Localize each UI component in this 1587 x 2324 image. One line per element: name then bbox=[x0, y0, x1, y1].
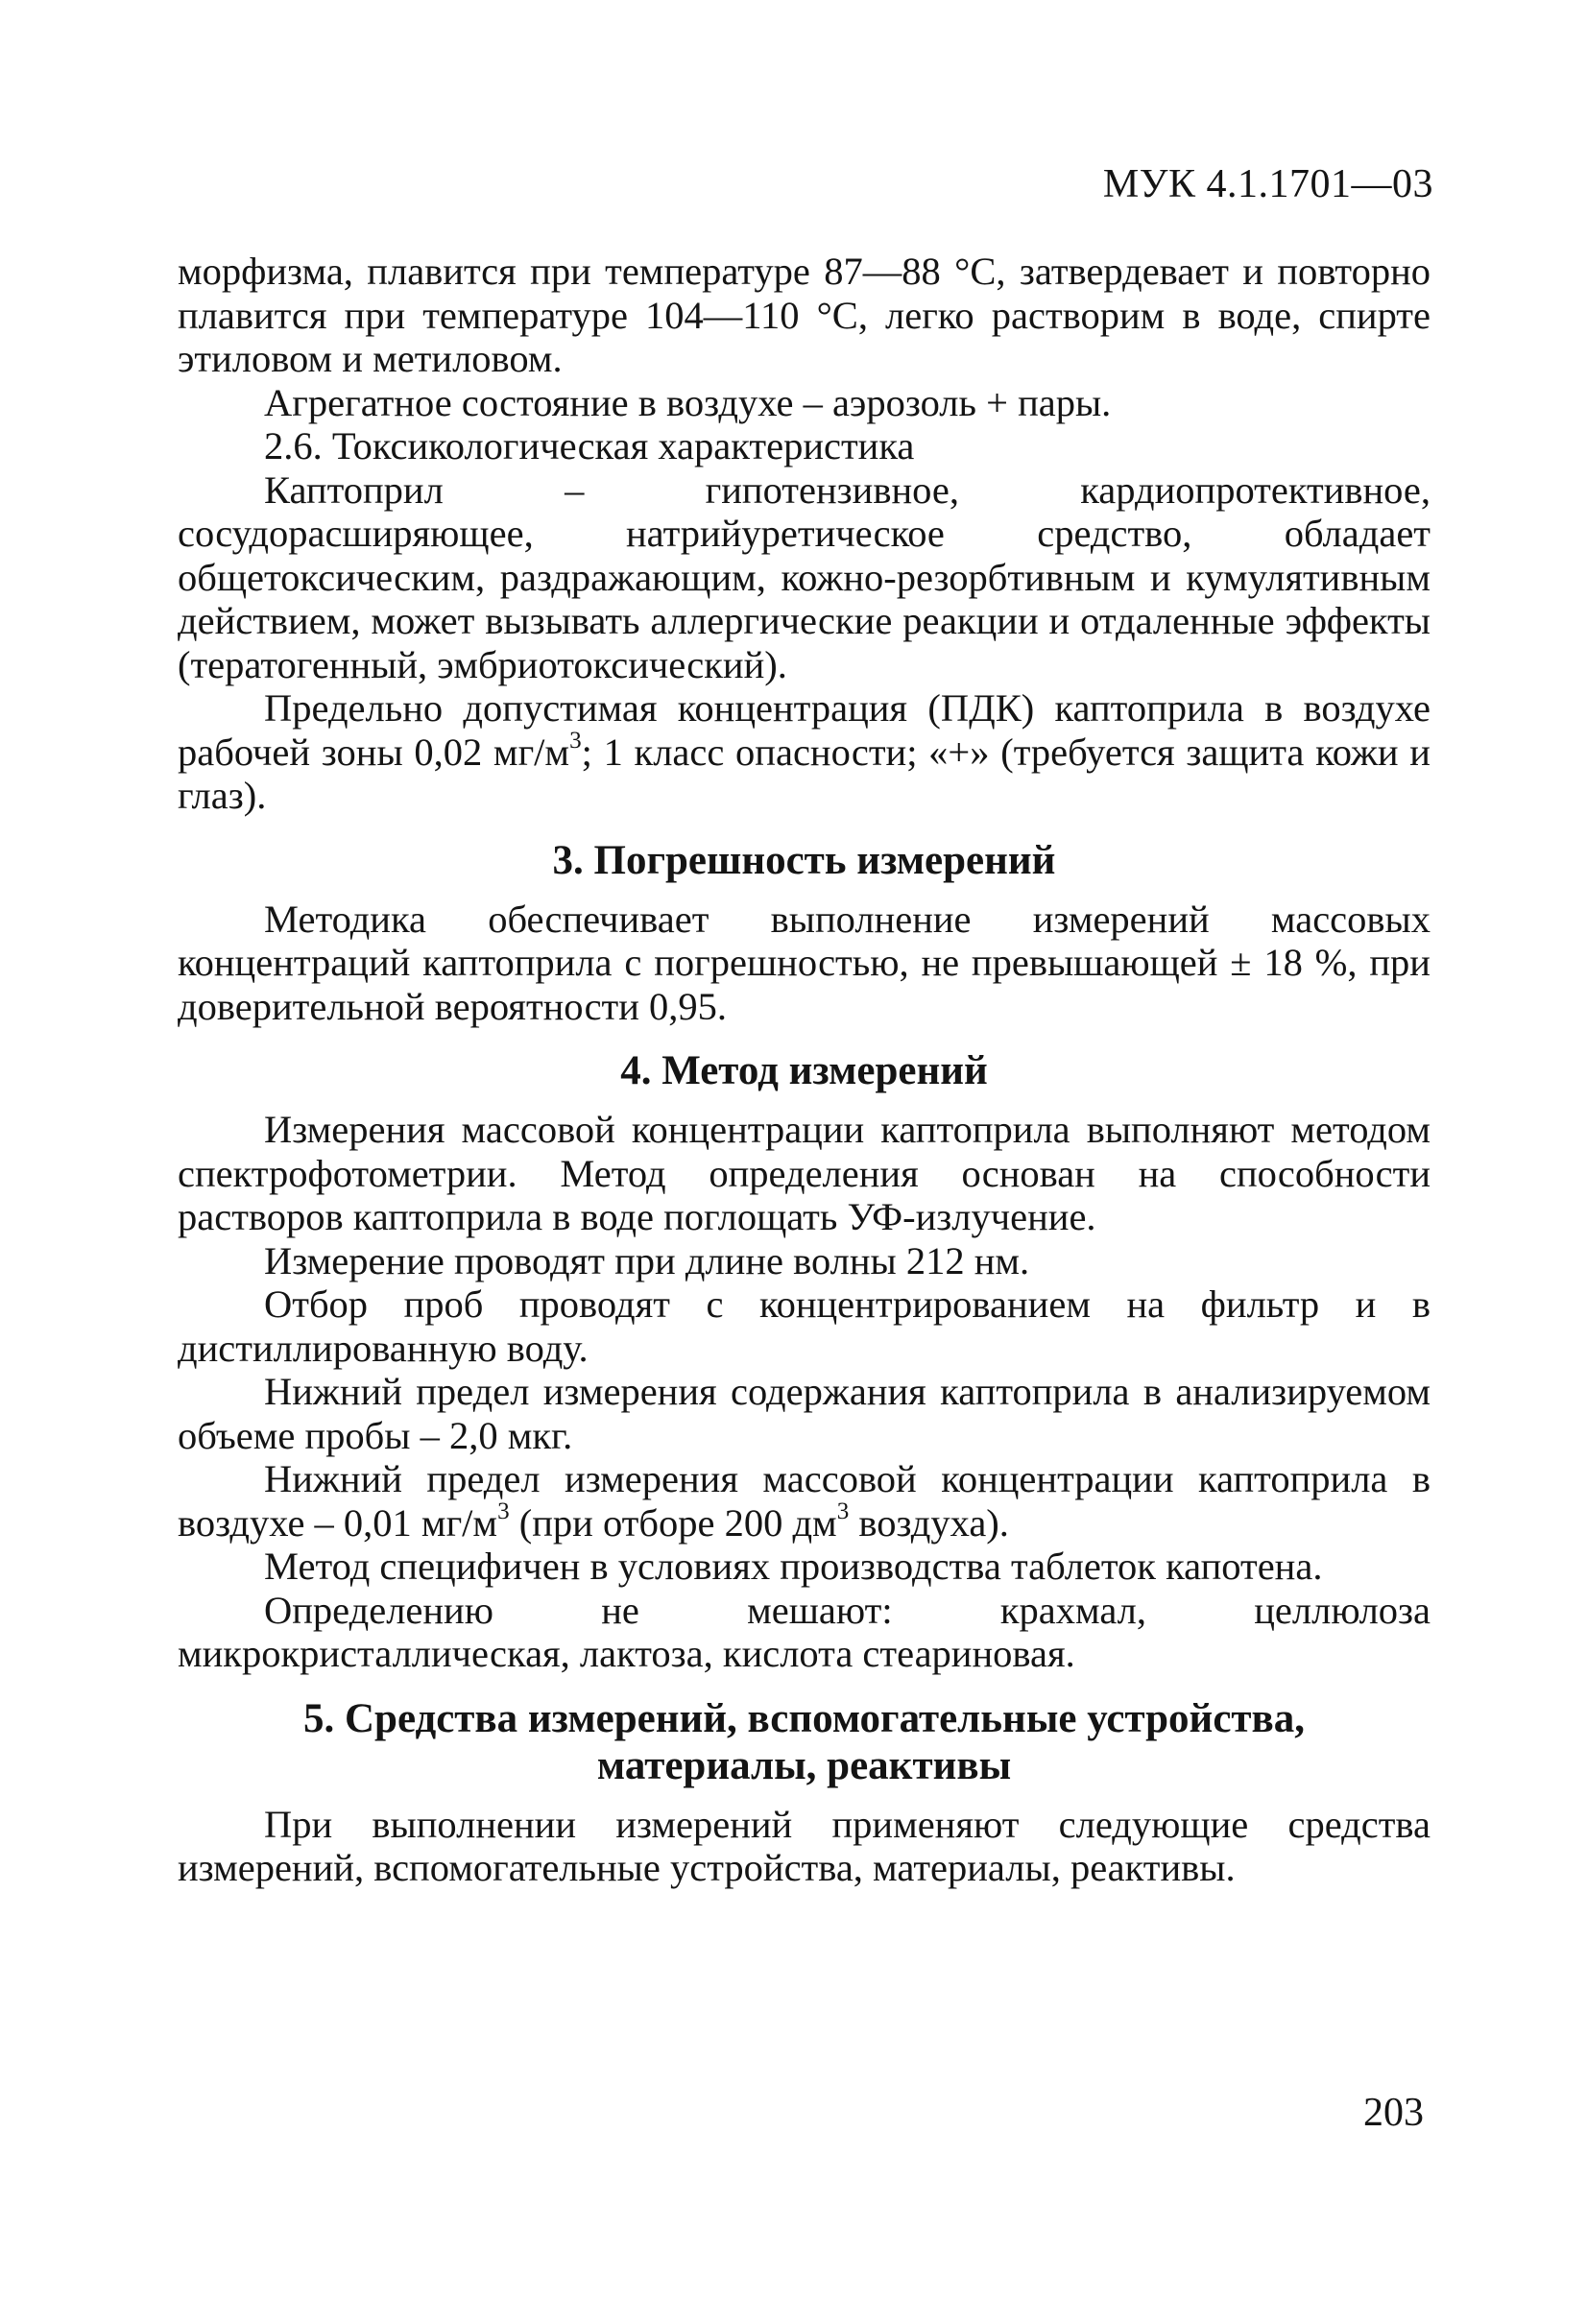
paragraph-lower-limit-concentration bbox=[178, 1457, 1431, 1545]
paragraph-instruments-intro: При выполнении измерений применяют следующие средства измерений, вспомогательные устройства, материалы, реактивы. bbox=[178, 1802, 1431, 1889]
heading-line-2: материалы, реактивы bbox=[596, 1742, 1012, 1788]
subsection-heading-toxicology: 2.6. Токсикологическая характеристика bbox=[264, 424, 915, 467]
mac-text-a: Предельно допустимая концентрация (ПДК) каптоприла в воздухе рабочей зоны 0,02 мг/м bbox=[178, 686, 1431, 774]
paragraph-specificity: Метод специфичен в условиях производства таблеток капотена. bbox=[264, 1545, 1323, 1588]
paragraph-method-description: Измерения массовой концентрации каптоприла выполняют методом спектрофотометрии. Метод определения основан на способности растворов каптоприла в воде поглощать УФ-излучение. bbox=[178, 1108, 1431, 1238]
paragraph-toxicology: Каптоприл – гипотензивное, кардиопротективное, сосудорасширяющее, натрийуретическое средство, обладает общетоксическим, раздражающим, кожно-резорбтивным и кумулятивным действием, может вызывать аллергические реакции и отдаленные эффекты (тератогенный, эмбриотоксический). bbox=[178, 467, 1431, 686]
limit-text-b: (при отборе 200 дм bbox=[509, 1500, 837, 1545]
paragraph-properties-continued: морфизма, плавится при температуре 87—88 °С, затвердевает и повторно плавится при температуре 104—110 °С, легко растворим в воде, спирте этиловом и метиловом. bbox=[178, 250, 1431, 380]
superscript-cubed: 3 bbox=[569, 727, 582, 754]
page-body bbox=[178, 250, 1431, 1890]
paragraph-wavelength: Измерение проводят при длине волны 212 нм. bbox=[264, 1238, 1030, 1282]
section-heading-measurement-method: 4. Метод измерений bbox=[620, 1048, 988, 1093]
limit-text-c: воздуха). bbox=[849, 1500, 1009, 1545]
paragraph-aggregate-state: Агрегатное состояние в воздухе – аэрозоль + пары. bbox=[264, 380, 1112, 424]
paragraph-sampling: Отбор проб проводят с концентрированием на фильтр и в дистиллированную воду. bbox=[178, 1282, 1431, 1370]
superscript-cubed: 3 bbox=[836, 1497, 850, 1524]
superscript-cubed: 3 bbox=[497, 1497, 510, 1524]
page-number: 203 bbox=[1363, 2091, 1424, 2135]
section-heading-instruments bbox=[178, 1695, 1431, 1789]
document-code-header: МУК 4.1.1701—03 bbox=[1102, 162, 1433, 206]
paragraph-measurement-error: Методика обеспечивает выполнение измерений массовых концентраций каптоприла с погрешностью, не превышающей ± 18 %, при доверительной вероятности 0,95. bbox=[178, 897, 1431, 1028]
paragraph-mac-limit bbox=[178, 686, 1431, 818]
paragraph-non-interfering: Определению не мешают: крахмал, целлюлоза микрокристаллическая, лактоза, кислота стеариновая. bbox=[178, 1588, 1431, 1675]
section-heading-measurement-error: 3. Погрешность измерений bbox=[552, 837, 1056, 883]
limit-text-a: Нижний предел измерения массовой концентрации каптоприла в воздухе – 0,01 мг/м bbox=[178, 1457, 1431, 1545]
mac-text-b: ; 1 класс опасности; «+» (требуется защита кожи и глаз). bbox=[178, 730, 1431, 817]
paragraph-lower-limit-content: Нижний предел измерения содержания каптоприла в анализируемом объеме пробы – 2,0 мкг. bbox=[178, 1370, 1431, 1457]
heading-line-1: 5. Средства измерений, вспомогательные устройства, bbox=[302, 1695, 1306, 1741]
